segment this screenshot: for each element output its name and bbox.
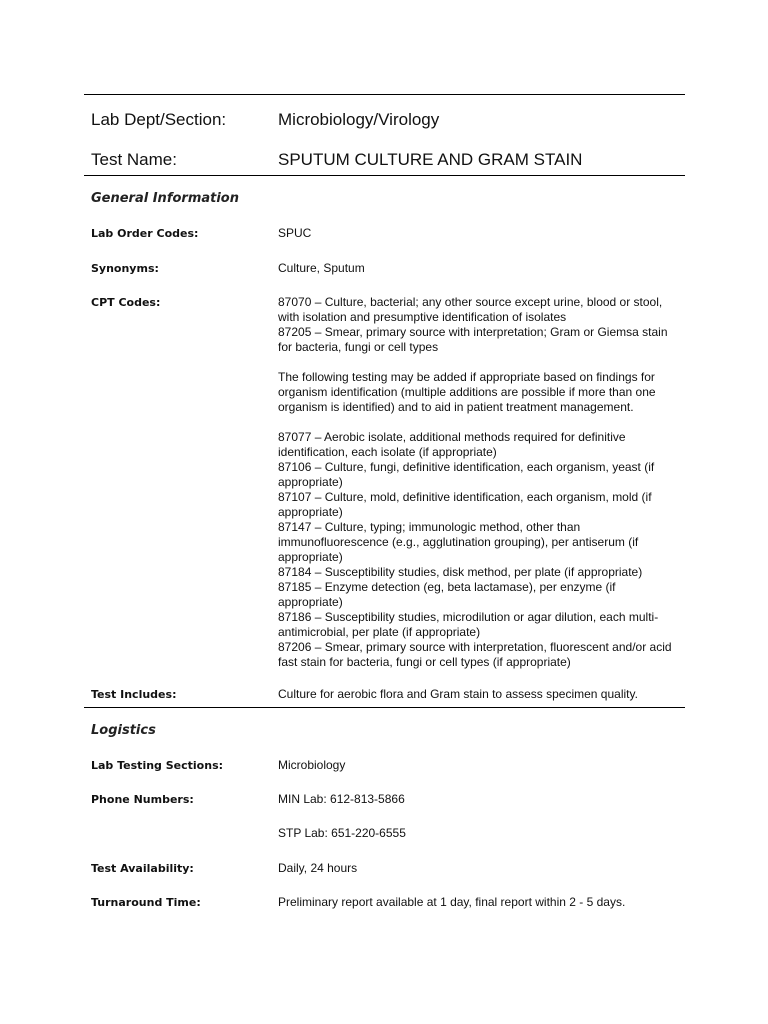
cpt-codes-value (278, 295, 683, 670)
lab-order-codes-label: Lab Order Codes: (91, 227, 199, 240)
cpt-code-87070: 87070 – Culture, bacterial; any other source except urine, blood or stool, with isolation and presumptive identification of isolates (278, 295, 663, 324)
cpt-code-87077: 87077 – Aerobic isolate, additional methods required for definitive identification, each isolate (if appropriate) (278, 430, 626, 459)
cpt-codes-note: The following testing may be added if appropriate based on findings for organism identification (multiple additions are possible if more than one organism is identified) and to aid in patient treatment management. (278, 370, 656, 414)
lab-order-codes-value: SPUC (278, 226, 312, 240)
header-divider (84, 175, 685, 176)
logistics-divider (84, 707, 685, 708)
turnaround-time-value: Preliminary report available at 1 day, final report within 2 - 5 days. (278, 895, 626, 909)
lab-testing-sections-value: Microbiology (278, 758, 346, 772)
cpt-code-87184: 87184 – Susceptibility studies, disk method, per plate (if appropriate) (278, 565, 643, 579)
test-includes-value: Culture for aerobic flora and Gram stain to assess specimen quality. (278, 687, 638, 701)
cpt-code-87205: 87205 – Smear, primary source with interpretation; Gram or Giemsa stain for bacteria, fungi or cell types (278, 325, 668, 354)
phone-stp-lab: STP Lab: 651-220-6555 (278, 826, 406, 840)
cpt-code-87185: 87185 – Enzyme detection (eg, beta lactamase), per enzyme (if appropriate) (278, 580, 616, 609)
cpt-code-87107: 87107 – Culture, mold, definitive identification, each organism, mold (if appropriate) (278, 490, 652, 519)
lab-dept-value: Microbiology/Virology (278, 110, 440, 129)
logistics-title: Logistics (91, 723, 156, 738)
cpt-code-87106: 87106 – Culture, fungi, definitive identification, each organism, yeast (if appropriate) (278, 460, 655, 489)
top-divider (84, 94, 685, 95)
test-name-value: SPUTUM CULTURE AND GRAM STAIN (278, 150, 583, 169)
test-availability-label: Test Availability: (91, 862, 194, 875)
test-name-label: Test Name: (91, 150, 177, 169)
phone-numbers-label: Phone Numbers: (91, 793, 194, 806)
turnaround-time-label: Turnaround Time: (91, 896, 201, 909)
cpt-code-87147: 87147 – Culture, typing; immunologic method, other than immunofluorescence (e.g., agglutination grouping), per antiserum (if appropriate) (278, 520, 639, 564)
general-information-title: General Information (91, 191, 239, 206)
synonyms-label: Synonyms: (91, 262, 159, 275)
cpt-codes-label: CPT Codes: (91, 296, 161, 309)
test-includes-label: Test Includes: (91, 688, 177, 701)
cpt-code-87186: 87186 – Susceptibility studies, microdilution or agar dilution, each multi-antimicrobial, per plate (if appropriate) (278, 610, 659, 639)
test-availability-value: Daily, 24 hours (278, 861, 358, 875)
phone-min-lab: MIN Lab: 612-813-5866 (278, 792, 405, 806)
synonyms-value: Culture, Sputum (278, 261, 365, 275)
cpt-code-87206: 87206 – Smear, primary source with interpretation, fluorescent and/or acid fast stain for bacteria, fungi or cell types (if appropriate) (278, 640, 672, 669)
lab-testing-sections-label: Lab Testing Sections: (91, 759, 224, 772)
lab-dept-label: Lab Dept/Section: (91, 110, 227, 129)
